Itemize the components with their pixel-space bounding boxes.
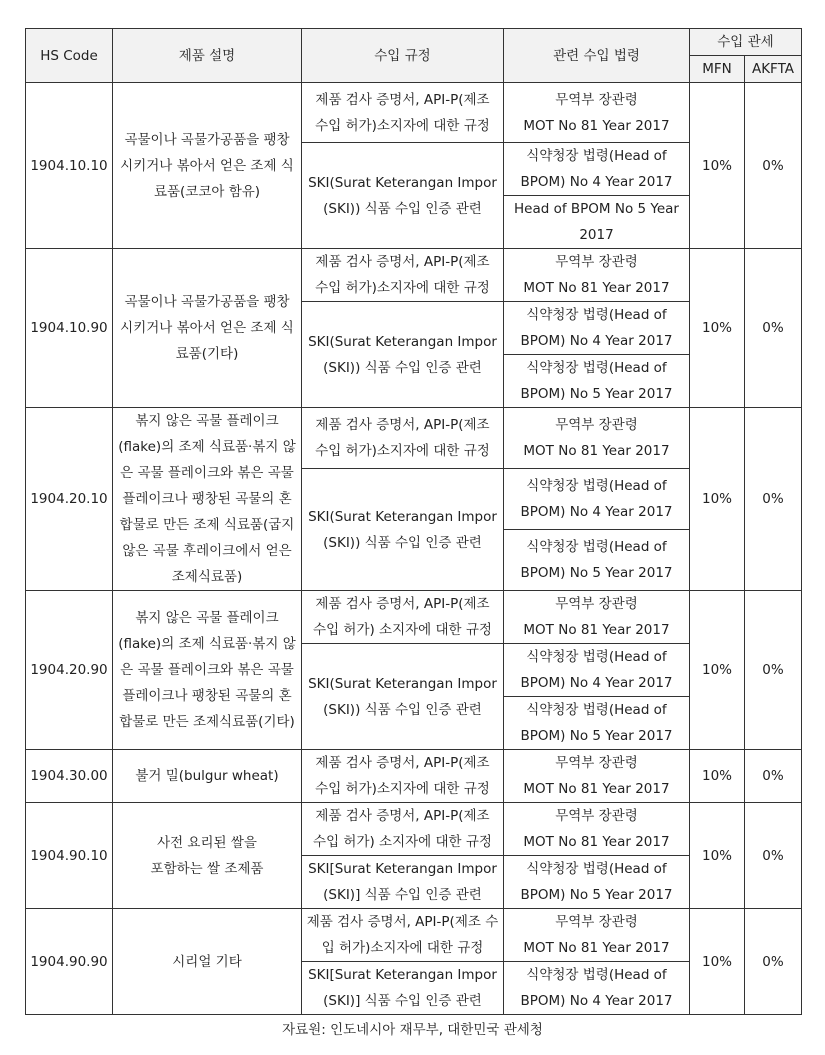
akfta-cell: 0% bbox=[745, 249, 802, 408]
regulation-cell: 제품 검사 증명서, API-P(제조 수입 허가) 소지자에 대한 규정 bbox=[302, 803, 504, 856]
law-cell: 무역부 장관령 MOT No 81 Year 2017 bbox=[504, 803, 690, 856]
law-cell: 식약청장 법령(Head of BPOM) No 5 Year 2017 bbox=[504, 355, 690, 408]
header-tariff: 수입 관세 bbox=[690, 29, 802, 56]
regulation-cell: SKI(Surat Keterangan Impor (SKI)) 식품 수입 인증 관련 bbox=[302, 143, 504, 249]
source-note: 자료원: 인도네시아 재무부, 대한민국 관세청 bbox=[282, 1022, 543, 1038]
header-hs-code: HS Code bbox=[26, 29, 113, 83]
akfta-cell: 0% bbox=[745, 408, 802, 591]
header-description: 제품 설명 bbox=[113, 29, 302, 83]
law-cell: 식약청장 법령(Head of BPOM) No 5 Year 2017 bbox=[504, 856, 690, 909]
hs-code-cell: 1904.90.90 bbox=[26, 909, 113, 1015]
hs-code-cell: 1904.10.10 bbox=[26, 83, 113, 249]
law-cell: 식약청장 법령(Head of BPOM) No 5 Year 2017 bbox=[504, 697, 690, 750]
akfta-cell: 0% bbox=[745, 750, 802, 803]
hs-code-cell: 1904.30.00 bbox=[26, 750, 113, 803]
hs-code-cell: 1904.20.10 bbox=[26, 408, 113, 591]
mfn-cell: 10% bbox=[690, 83, 745, 249]
law-cell: 식약청장 법령(Head of BPOM) No 4 Year 2017 bbox=[504, 962, 690, 1015]
law-cell: 무역부 장관령 MOT No 81 Year 2017 bbox=[504, 249, 690, 302]
hs-code-cell: 1904.90.10 bbox=[26, 803, 113, 909]
mfn-cell: 10% bbox=[690, 408, 745, 591]
law-cell: 식약청장 법령(Head of BPOM) No 4 Year 2017 bbox=[504, 302, 690, 355]
description-cell: 곡물이나 곡물가공품을 팽창 시키거나 볶아서 얻은 조제 식 료품(기타) bbox=[113, 249, 302, 408]
law-cell: 무역부 장관령 MOT No 81 Year 2017 bbox=[504, 83, 690, 143]
regulation-cell: 제품 검사 증명서, API-P(제조 수 입 허가)소지자에 대한 규정 bbox=[302, 909, 504, 962]
law-cell: 식약청장 법령(Head of BPOM) No 4 Year 2017 bbox=[504, 143, 690, 196]
description-cell: 사전 요리된 쌀을 포함하는 쌀 조제품 bbox=[113, 803, 302, 909]
regulation-cell: 제품 검사 증명서, API-P(제조 수입 허가)소지자에 대한 규정 bbox=[302, 750, 504, 803]
regulation-cell: 제품 검사 증명서, API-P(제조 수입 허가)소지자에 대한 규정 bbox=[302, 83, 504, 143]
regulation-cell: 제품 검사 증명서, API-P(제조 수입 허가)소지자에 대한 규정 bbox=[302, 249, 504, 302]
description-cell: 불거 밀(bulgur wheat) bbox=[113, 750, 302, 803]
law-cell: Head of BPOM No 5 Year 2017 bbox=[504, 196, 690, 249]
akfta-cell: 0% bbox=[745, 803, 802, 909]
law-cell: 무역부 장관령 MOT No 81 Year 2017 bbox=[504, 909, 690, 962]
regulation-cell: SKI[Surat Keterangan Impor (SKI)] 식품 수입 인증 관련 bbox=[302, 856, 504, 909]
mfn-cell: 10% bbox=[690, 750, 745, 803]
regulation-cell: SKI(Surat Keterangan Impor (SKI)) 식품 수입 인증 관련 bbox=[302, 469, 504, 591]
header-law: 관련 수입 법령 bbox=[504, 29, 690, 83]
law-cell: 무역부 장관령 MOT No 81 Year 2017 bbox=[504, 408, 690, 469]
hs-code-cell: 1904.10.90 bbox=[26, 249, 113, 408]
description-cell: 볶지 않은 곡물 플레이크 (flake)의 조제 식료품·볶지 않 은 곡물 플레이크와 볶은 곡물 플레이크나 팽창된 곡물의 혼 합물로 만든 조제 식료품(굽지 않은 곡물 후레이크에서 얻은 조제식료품) bbox=[113, 408, 302, 591]
description-cell: 시리얼 기타 bbox=[113, 909, 302, 1015]
regulation-cell: 제품 검사 증명서, API-P(제조 수입 허가) 소지자에 대한 규정 bbox=[302, 591, 504, 644]
header-mfn: MFN bbox=[690, 56, 745, 83]
hs-code-cell: 1904.20.90 bbox=[26, 591, 113, 750]
regulation-cell: 제품 검사 증명서, API-P(제조 수입 허가)소지자에 대한 규정 bbox=[302, 408, 504, 469]
header-akfta: AKFTA bbox=[745, 56, 802, 83]
mfn-cell: 10% bbox=[690, 249, 745, 408]
regulation-cell: SKI[Surat Keterangan Impor (SKI)] 식품 수입 인증 관련 bbox=[302, 962, 504, 1015]
akfta-cell: 0% bbox=[745, 83, 802, 249]
regulation-cell: SKI(Surat Keterangan Impor (SKI)) 식품 수입 인증 관련 bbox=[302, 644, 504, 750]
law-cell: 무역부 장관령 MOT No 81 Year 2017 bbox=[504, 591, 690, 644]
law-cell: 식약청장 법령(Head of BPOM) No 5 Year 2017 bbox=[504, 530, 690, 591]
description-cell: 곡물이나 곡물가공품을 팽창 시키거나 볶아서 얻은 조제 식 료품(코코아 함유) bbox=[113, 83, 302, 249]
law-cell: 무역부 장관령 MOT No 81 Year 2017 bbox=[504, 750, 690, 803]
akfta-cell: 0% bbox=[745, 909, 802, 1015]
law-cell: 식약청장 법령(Head of BPOM) No 4 Year 2017 bbox=[504, 469, 690, 530]
regulation-cell: SKI(Surat Keterangan Impor (SKI)) 식품 수입 인증 관련 bbox=[302, 302, 504, 408]
mfn-cell: 10% bbox=[690, 803, 745, 909]
akfta-cell: 0% bbox=[745, 591, 802, 750]
law-cell: 식약청장 법령(Head of BPOM) No 4 Year 2017 bbox=[504, 644, 690, 697]
tariff-table bbox=[25, 28, 802, 1015]
header-regulation: 수입 규정 bbox=[302, 29, 504, 83]
description-cell: 볶지 않은 곡물 플레이크 (flake)의 조제 식료품·볶지 않 은 곡물 플레이크와 볶은 곡물 플레이크나 팽창된 곡물의 혼 합물로 만든 조제식료품(기타) bbox=[113, 591, 302, 750]
mfn-cell: 10% bbox=[690, 591, 745, 750]
mfn-cell: 10% bbox=[690, 909, 745, 1015]
